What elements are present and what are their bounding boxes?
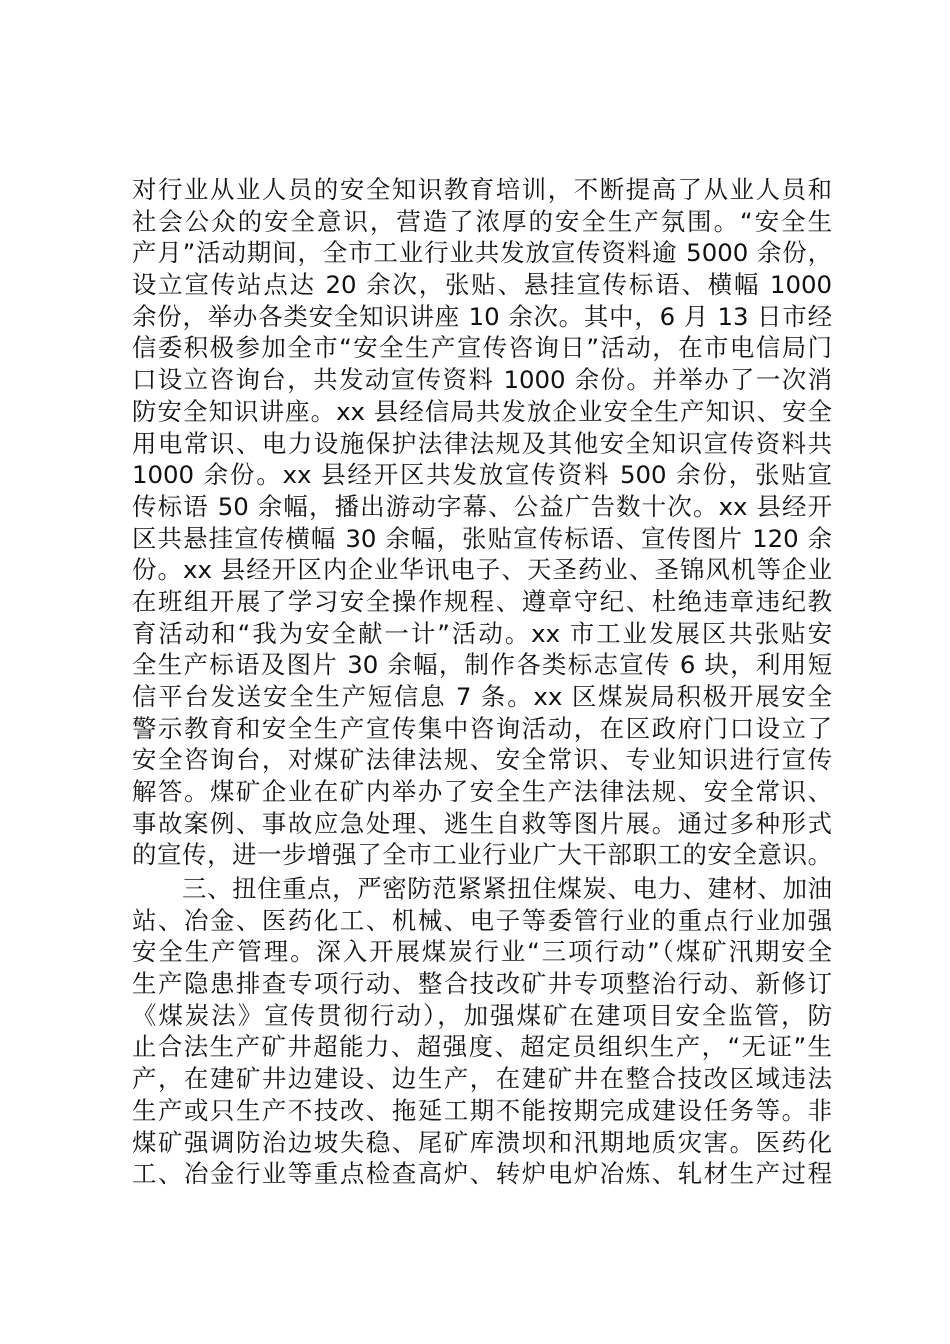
- text-line: 产，在建矿井边建设、边生产，在建矿井在整合技改区域违法: [132, 1064, 832, 1094]
- text-line: 用电常识、电力设施保护法律法规及其他安全知识宣传资料共: [132, 428, 832, 458]
- text-line: 安全生产管理。深入开展煤炭行业“三项行动”（煤矿汛期安全: [132, 937, 832, 967]
- text-line: 份。xx 县经开区内企业华讯电子、天圣药业、圣锦风机等企业: [132, 555, 832, 585]
- text-line: 止合法生产矿井超能力、超强度、超定员组织生产，“无证”生: [132, 1032, 832, 1062]
- text-line: 余份，举办各类安全知识讲座 10 余次。其中，6 月 13 日市经: [132, 301, 832, 331]
- text-line: 传标语 50 余幅，播出游动字幕、公益广告数十次。xx 县经开: [132, 491, 832, 521]
- text-line: 解答。煤矿企业在矿内举办了安全生产法律法规、安全常识、: [132, 777, 832, 807]
- text-line: 生产隐患排查专项行动、整合技改矿井专项整治行动、新修订: [132, 969, 832, 999]
- text-line: 产月”活动期间，全市工业行业共发放宣传资料逾 5000 余份，: [132, 238, 832, 268]
- text-line: 的宣传，进一步增强了全市工业行业广大干部职工的安全意识。: [132, 840, 832, 870]
- text-line: 事故案例、事故应急处理、逃生自救等图片展。通过多种形式: [132, 808, 832, 838]
- text-line: 《煤炭法》宣传贯彻行动），加强煤矿在建项目安全监管，防: [132, 1000, 832, 1030]
- text-line: 信平台发送安全生产短信息 7 条。xx 区煤炭局积极开展安全: [132, 682, 832, 711]
- text-line: 区共悬挂宣传横幅 30 余幅，张贴宣传标语、宣传图片 120 余: [132, 523, 832, 553]
- text-line: 全生产标语及图片 30 余幅，制作各类标志宣传 6 块，利用短: [132, 650, 832, 680]
- text-line: 生产或只生产不技改、拖延工期不能按期完成建设任务等。非: [132, 1095, 832, 1125]
- paragraph-safety-publicity: [132, 174, 832, 871]
- text-line: 在班组开展了学习安全操作规程、遵章守纪、杜绝违章违纪教: [132, 586, 832, 616]
- text-line: 安全咨询台，对煤矿法律法规、安全常识、专业知识进行宣传: [132, 745, 832, 775]
- text-line: 口设立咨询台，共发动宣传资料 1000 余份。并举办了一次消: [132, 365, 832, 395]
- text-line: 警示教育和安全生产宣传集中咨询活动，在区政府门口设立了: [132, 713, 832, 743]
- text-line: 对行业从业人员的安全知识教育培训，不断提高了从业人员和: [132, 175, 832, 204]
- paragraph-key-prevention: [132, 873, 832, 1190]
- text-line: 工、冶金行业等重点检查高炉、转炉电炉冶炼、轧材生产过程: [132, 1159, 832, 1189]
- text-line: 防安全知识讲座。xx 县经信局共发放企业安全生产知识、安全: [132, 396, 832, 426]
- text-line: 三、扭住重点，严密防范紧紧扭住煤炭、电力、建材、加油: [132, 874, 832, 903]
- text-line: 社会公众的安全意识，营造了浓厚的安全生产氛围。“安全生: [132, 206, 832, 236]
- text-line: 信委积极参加全市“安全生产宣传咨询日”活动，在市电信局门: [132, 333, 832, 363]
- text-line: 站、冶金、医药化工、机械、电子等委管行业的重点行业加强: [132, 905, 832, 935]
- text-line: 育活动和“我为安全献一计”活动。xx 市工业发展区共张贴安: [132, 618, 832, 648]
- text-line: 设立宣传站点达 20 余次，张贴、悬挂宣传标语、横幅 1000: [132, 270, 832, 300]
- text-line: 煤矿强调防治边坡失稳、尾矿库溃坝和汛期地质灾害。医药化: [132, 1127, 832, 1157]
- text-line: 1000 余份。xx 县经开区共发放宣传资料 500 余份，张贴宣: [132, 460, 832, 490]
